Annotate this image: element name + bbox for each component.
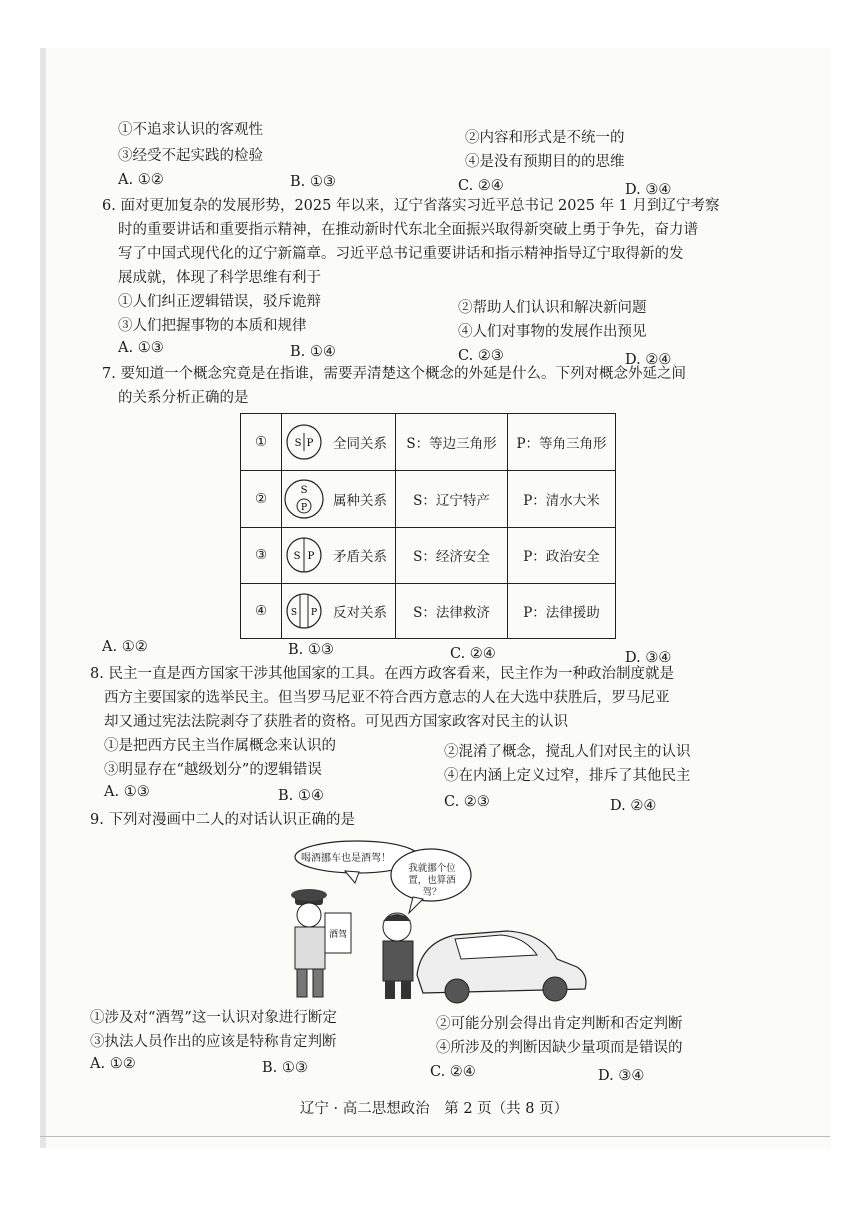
q9-answer-c: C. ②④ [430,1064,476,1080]
q7-answer-d: D. ③④ [625,650,672,666]
q7-answer-a: A. ①② [102,639,148,655]
q9-option-3: ③执法人员作出的应该是特称肯定判断 [90,1034,337,1050]
venn-diagram-icon [284,535,324,575]
q6-answer-d: D. ②④ [625,352,672,368]
table-row [241,527,615,584]
q9-option-2: ②可能分别会得出肯定判断和否定判断 [436,1016,683,1032]
concept-s: S：法律救济 [395,583,507,638]
venn-label-s: S [300,484,307,496]
q6-answer-a: A. ①③ [118,340,164,356]
q8-stem-line: 西方主要国家的选举民主。但当罗马尼亚不符合西方意志的人在大选中获胜后，罗马尼亚 [104,690,670,706]
q6-stem-line: 时的重要讲话和重要指示精神，在推动新时代东北全面振兴取得新突破上勇于争先，奋力谱 [118,222,698,238]
q8-answer-a: A. ①③ [104,784,150,800]
row-number: ④ [254,602,268,619]
drunk-driving-cartoon [285,835,595,1005]
q9-option-1: ①涉及对“酒驾”这一认识对象进行断定 [90,1010,337,1026]
q6-option-2: ②帮助人们认识和解决新问题 [458,300,647,316]
q5-option-2: ②内容和形式是不统一的 [465,130,625,146]
venn-label-s: S [293,551,300,562]
q6-answer-c: C. ②③ [458,348,504,364]
table-row [241,470,615,528]
q8-option-1: ①是把西方民主当作属概念来认识的 [104,738,336,754]
q5-answer-d: D. ③④ [625,182,672,198]
q6-stem-line: 展成就，体现了科学思维有利于 [118,270,321,286]
q6-option-1: ①人们纠正逻辑错误，驳斥诡辩 [118,294,321,310]
concept-p: P：法律援助 [507,583,615,638]
venn-genus-species [281,470,325,527]
q5-answer-a: A. ①② [118,172,164,188]
page-bottom-edge [40,1136,830,1137]
q6-stem-line: 6. 面对更加复杂的发展形势，2025 年以来，辽宁省落实习近平总书记 2025 年 1 月到辽宁考察 [102,198,720,214]
row-number: ① [254,434,268,450]
q5-answer-b: B. ①③ [290,174,336,190]
driver-speech-bubble: 我就挪个位置，也算酒驾？ [408,863,456,898]
q8-option-2: ②混淆了概念，搅乱人们对民主的认识 [444,744,691,760]
venn-contradictory [281,527,325,583]
venn-contrary [281,583,325,638]
page-footer: 辽宁 · 高二思想政治 第 2 页（共 8 页） [299,1101,569,1117]
q5-option-1: ①不追求认识的客观性 [118,122,263,138]
q7-answer-c: C. ②④ [450,646,496,662]
q6-option-4: ④人们对事物的发展作出预见 [458,324,647,340]
venn-identical [281,414,325,470]
q8-answer-c: C. ②③ [444,794,490,810]
concept-p: P：清水大米 [507,470,615,527]
q8-answer-d: D. ②④ [610,798,657,814]
police-speech-bubble: 喝酒挪车也是酒驾！ [301,853,391,864]
row-number: ② [254,490,268,507]
table-row [241,583,615,638]
table-row [241,414,615,471]
q9-answer-a: A. ①② [90,1056,136,1072]
concept-s: S：经济安全 [395,527,507,583]
concept-s: S：辽宁特产 [395,470,507,527]
q9-stem-line: 9. 下列对漫画中二人的对话认识正确的是 [90,812,355,828]
q5-option-4: ④是没有预期目的的思维 [465,154,625,170]
venn-diagram-icon [284,422,324,462]
q5-option-3: ③经受不起实践的检验 [118,148,263,164]
relation-name: 属种关系 [333,492,387,509]
q8-answer-b: B. ①④ [278,788,324,804]
venn-label-p: P [300,502,307,513]
scan-edge-shadow [40,48,46,1148]
q7-stem-line: 的关系分析正确的是 [118,390,249,406]
venn-label-p: P [307,551,314,562]
cartoon-sign-text: 酒驾 [328,930,348,940]
row-number: ③ [254,547,268,563]
venn-label-p: P [306,438,313,449]
q6-option-3: ③人们把握事物的本质和规律 [118,318,307,334]
q5-answer-c: C. ②④ [458,178,504,194]
q9-answer-b: B. ①③ [262,1060,308,1076]
q6-answer-b: B. ①④ [290,344,336,360]
venn-label-p: P [310,607,317,618]
q8-stem-line: 却又通过宪法法院剥夺了获胜者的资格。可见西方国家政客对民主的认识 [104,714,568,730]
q7-stem-line: 7. 要知道一个概念究竟是在指谁，需要弄清楚这个概念的外延是什么。下列对概念外延之间 [102,366,686,382]
concept-p: P：等角三角形 [507,414,615,470]
q7-answer-b: B. ①③ [288,642,334,658]
concept-s: S：等边三角形 [395,414,507,470]
relation-name: 反对关系 [333,604,387,621]
relation-name: 矛盾关系 [333,549,387,565]
venn-diagram-icon [284,591,324,631]
venn-diagram-icon [284,477,324,521]
concept-relation-table [240,413,616,639]
q8-stem-line: 8. 民主一直是西方国家干涉其他国家的工具。在西方政客看来，民主作为一种政治制度就是 [90,666,674,682]
concept-p: P：政治安全 [507,527,615,583]
q8-option-3: ③明显存在“越级划分”的逻辑错误 [104,762,322,778]
venn-label-s: S [290,607,297,618]
venn-label-s: S [294,438,301,449]
relation-name: 全同关系 [333,436,387,452]
q9-answer-d: D. ③④ [598,1068,645,1084]
q8-option-4: ④在内涵上定义过窄，排斥了其他民主 [444,768,691,784]
q9-option-4: ④所涉及的判断因缺少量项而是错误的 [436,1040,683,1056]
q6-stem-line: 写了中国式现代化的辽宁新篇章。习近平总书记重要讲话和指示精神指导辽宁取得新的发 [118,246,684,262]
